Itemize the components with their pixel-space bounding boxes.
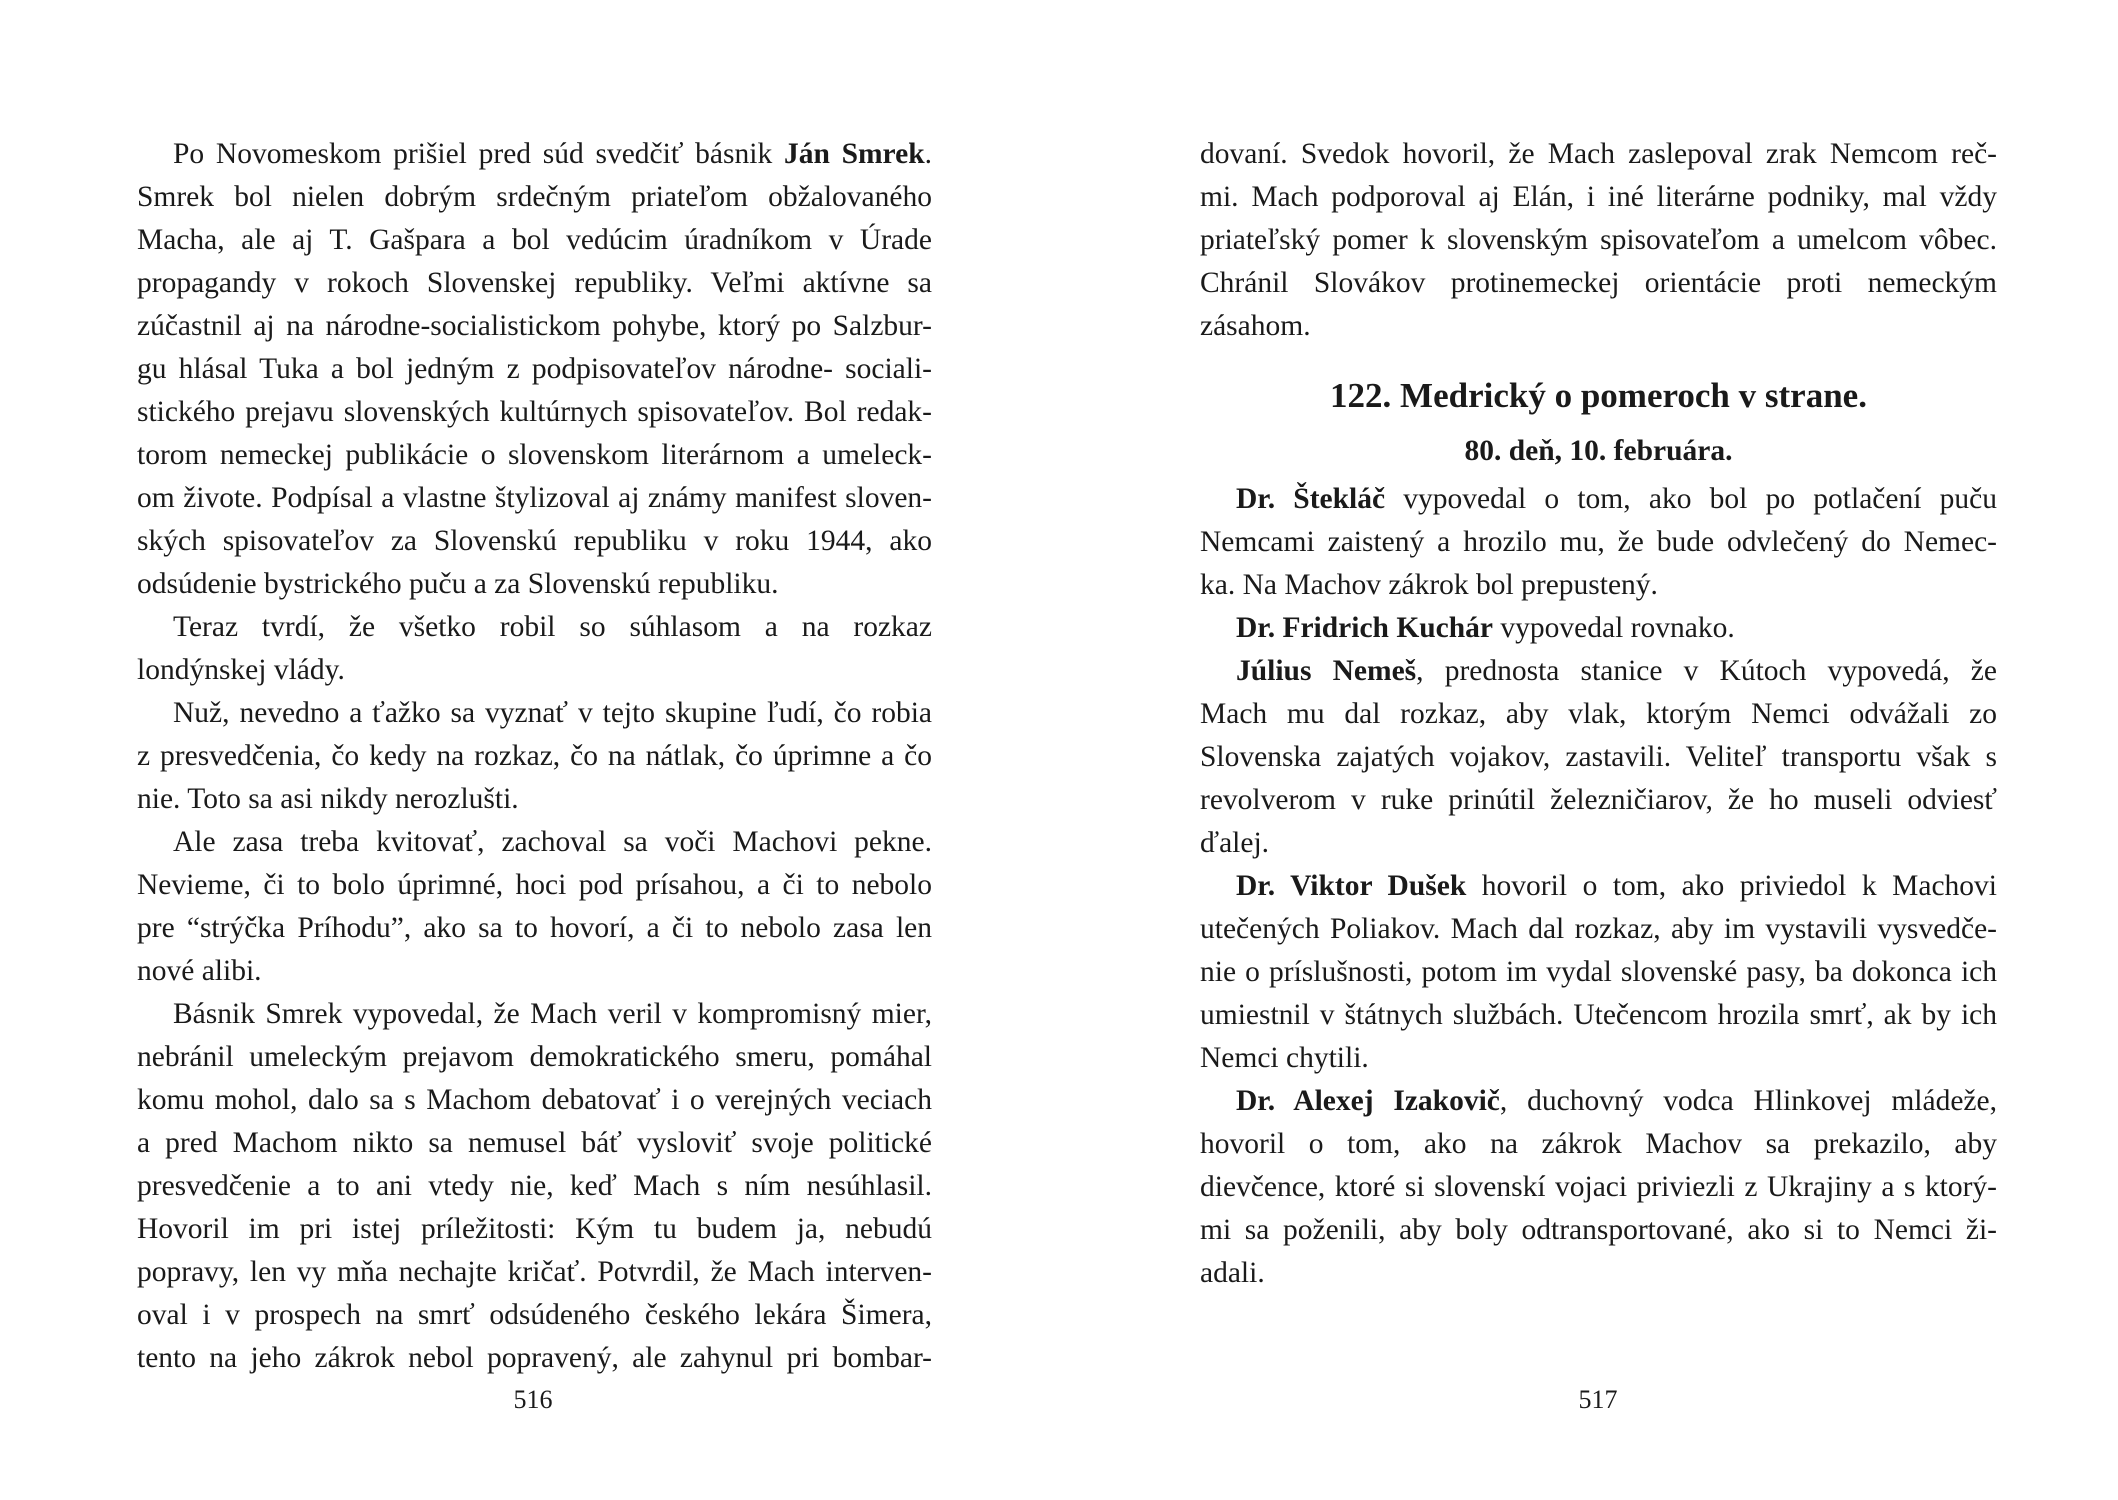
chapter-heading: 122. Medrický o pomeroch v strane.: [1330, 376, 1867, 415]
chapter-subheading: 80. deň, 10. februára.: [1464, 435, 1733, 467]
text-line: stického prejavu slovenských kultúrnych spisovateľov. Bol redak-: [137, 396, 932, 428]
text-line: londýnskej vlády.: [137, 654, 345, 686]
text-line: om živote. Podpísal a vlastne štylizoval aj známy manifest sloven-: [137, 482, 932, 514]
text-line: nebránil umeleckým prejavom demokratického smeru, pomáhal: [137, 1041, 932, 1073]
text-line: Ale zasa treba kvitovať, zachoval sa voči Machovi pekne.: [173, 826, 932, 858]
text-line: zúčastnil aj na národne-socialistickom pohybe, ktorý po Salzbur-: [137, 310, 932, 342]
text-line: nie o príslušnosti, potom im vydal slovenské pasy, ba dokonca ich: [1200, 956, 1997, 988]
text-line: ských spisovateľov za Slovenskú republiku v roku 1944, ako: [137, 525, 932, 557]
text-line: Slovenska zajatých vojakov, zastavili. Veliteľ transportu však s: [1200, 741, 1997, 773]
text-line: Dr. Štekláč vypovedal o tom, ako bol po potlačení puču: [1236, 483, 1997, 515]
text-line: popravy, len vy mňa nechajte kričať. Potvrdil, že Mach interven-: [137, 1256, 932, 1288]
bold-name: Dr. Alexej Izakovič: [1236, 1085, 1500, 1117]
text-line: Básnik Smrek vypovedal, že Mach veril v kompromisný mier,: [173, 998, 932, 1030]
text-line: mi sa poženili, aby boly odtransportované, ako si to Nemci ži-: [1200, 1214, 1997, 1246]
text-line: umiestnil v štátnych službách. Utečencom hrozila smrť, ak by ich: [1200, 999, 1997, 1031]
right-page-text: [1200, 133, 1997, 1295]
text-line: presvedčenie a to ani vtedy nie, keď Mach s ním nesúhlasil.: [137, 1170, 932, 1202]
text-line: Macha, ale aj T. Gašpara a bol vedúcim úradníkom v Úrade: [137, 224, 932, 256]
text-line: pre “strýčka Príhodu”, ako sa to hovorí, a či to nebolo zasa len: [137, 912, 932, 944]
text-line: tento na jeho zákrok nebol popravený, ale zahynul pri bombar-: [137, 1342, 932, 1374]
bold-name: Dr. Fridrich Kuchár: [1236, 612, 1494, 644]
text-line: Hovoril im pri istej príležitosti: Kým tu budem ja, nebudú: [137, 1213, 932, 1245]
text-line: revolverom v ruke prinútil železničiarov, že ho museli odviesť: [1200, 784, 1997, 816]
text-line: gu hlásal Tuka a bol jedným z podpisovateľov národne- sociali-: [137, 353, 932, 385]
text-line: z presvedčenia, čo kedy na rozkaz, čo na nátlak, čo úprimne a čo: [137, 740, 932, 772]
text-line: propagandy v rokoch Slovenskej republiky. Veľmi aktívne sa: [137, 267, 932, 299]
text-line: torom nemeckej publikácie o slovenskom literárnom a umeleck-: [137, 439, 932, 471]
text-line: ka. Na Machov zákrok bol prepustený.: [1200, 569, 1658, 601]
text-line: Smrek bol nielen dobrým srdečným priateľom obžalovaného: [137, 181, 932, 213]
text-line: Nemcami zaistený a hrozilo mu, že bude odvlečený do Nemec-: [1200, 526, 1997, 558]
text-line: Mach mu dal rozkaz, aby vlak, ktorým Nemci odvážali zo: [1200, 698, 1997, 730]
text-line: Dr. Alexej Izakovič, duchovný vodca Hlinkovej mládeže,: [1236, 1085, 1997, 1117]
text-line: Nuž, nevedno a ťažko sa vyznať v tejto skupine ľudí, čo robia: [173, 697, 932, 729]
bold-name: Ján Smrek: [783, 138, 925, 170]
page-number: 517: [1578, 1385, 1618, 1414]
page-number: 516: [513, 1385, 553, 1414]
text-line: dievčence, ktoré si slovenskí vojaci priviezli z Ukrajiny a s ktorý-: [1200, 1171, 1997, 1203]
text-line: a pred Machom nikto sa nemusel báť vysloviť svoje politické: [137, 1127, 932, 1159]
text-line: Nemci chytili.: [1200, 1042, 1369, 1074]
left-page-text: [137, 133, 932, 1380]
text-line: mi. Mach podporoval aj Elán, i iné literárne podniky, mal vždy: [1200, 181, 1997, 213]
text-line: ďalej.: [1200, 827, 1270, 859]
text-line: oval i v prospech na smrť odsúdeného českého lekára Šimera,: [137, 1299, 932, 1331]
text-line: Július Nemeš, prednosta stanice v Kútoch vypovedá, že: [1236, 655, 1997, 687]
bold-name: Július Nemeš: [1236, 655, 1417, 687]
right-page: [1059, 0, 2118, 1500]
bold-name: Dr. Štekláč: [1236, 483, 1386, 515]
text-line: zásahom.: [1200, 310, 1311, 342]
text-line: Dr. Viktor Dušek hovoril o tom, ako priviedol k Machovi: [1236, 870, 1998, 902]
text-line: Chránil Slovákov protinemeckej orientácie proti nemeckým: [1200, 267, 1997, 299]
text-line: nie. Toto sa asi nikdy nerozlušti.: [137, 783, 519, 815]
text-line: priateľský pomer k slovenským spisovateľom a umelcom vôbec.: [1200, 224, 1997, 256]
text-line: odsúdenie bystrického puču a za Slovenskú republiku.: [137, 568, 779, 600]
text-line: hovoril o tom, ako na zákrok Machov sa prekazilo, aby: [1200, 1128, 1997, 1160]
text-line: Po Novomeskom prišiel pred súd svedčiť básnik Ján Smrek.: [173, 138, 932, 170]
text-line: Nevieme, či to bolo úprimné, hoci pod prísahou, a či to nebolo: [137, 869, 932, 901]
text-line: Dr. Fridrich Kuchár vypovedal rovnako.: [1236, 612, 1735, 644]
text-line: Teraz tvrdí, že všetko robil so súhlasom a na rozkaz: [173, 611, 932, 643]
bold-name: Dr. Viktor Dušek: [1236, 870, 1467, 902]
text-line: adali.: [1200, 1257, 1265, 1289]
text-line: nové alibi.: [137, 955, 262, 987]
text-line: utečených Poliakov. Mach dal rozkaz, aby im vystavili vysvedče-: [1200, 913, 1997, 945]
text-line: dovaní. Svedok hovoril, že Mach zaslepoval zrak Nemcom reč-: [1200, 138, 1997, 170]
text-line: komu mohol, dalo sa s Machom debatovať i o verejných veciach: [137, 1084, 932, 1116]
